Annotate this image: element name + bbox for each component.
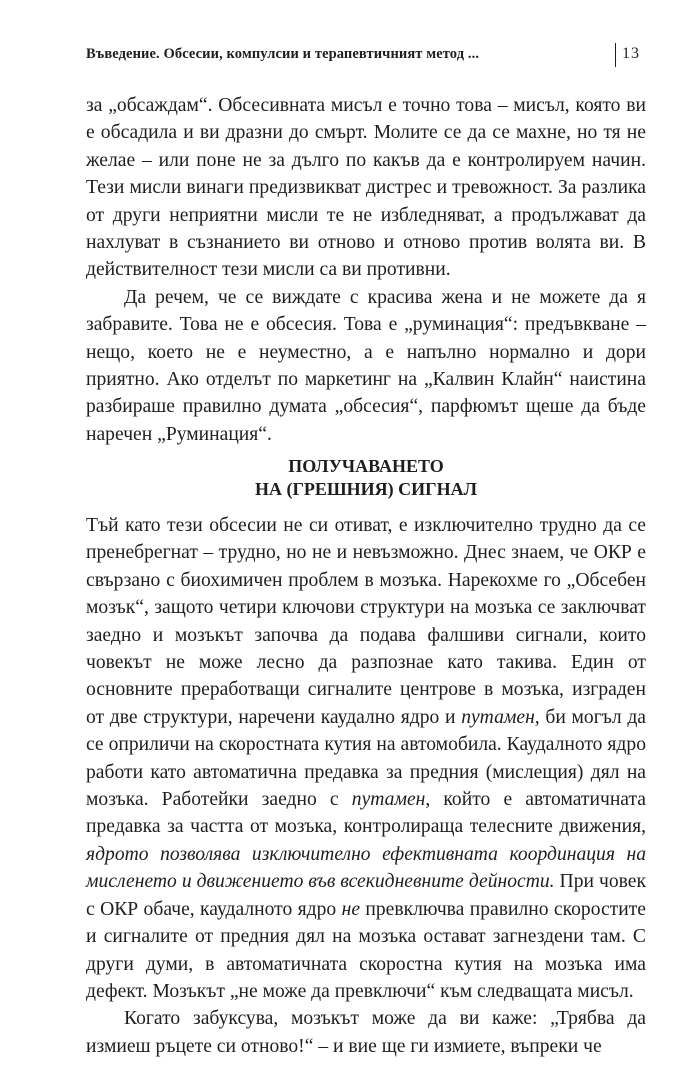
text-run: При човек с ОКР обаче, каудалното ядро	[86, 871, 646, 920]
section-heading-line-1: ПОЛУЧАВАНЕТО	[288, 456, 444, 476]
paragraph: за „обсаждам“. Обсесивната мисъл е точно това – мисъл, която ви е обсадила и ви дразни до смърт. Молите се да се махне, но тя не желае – или поне не за дълго по какъв да е контролируем начин. Тези мисли винаги предизвикват дистрес и тревожност. За разлика от други неприятни мисли те не избледняват, а продължават да нахлуват в съзнанието ви отново и отново против волята ви. В действителност тези мисли са ви противни.	[86, 95, 646, 281]
header-divider	[615, 43, 616, 67]
running-title: Въведение. Обсесии, компулсии и терапевтичният метод ...	[86, 46, 480, 62]
running-header	[86, 46, 646, 76]
section-heading	[86, 455, 646, 501]
paragraph	[86, 512, 646, 1005]
italic-term: не	[341, 898, 361, 920]
paragraph: Когато забуксува, мозъкът може да ви каже: „Трябва да измиеш ръцете си отново!“ – и вие ще ги измиете, въпреки че	[86, 1008, 646, 1057]
page-number: 13	[622, 45, 640, 62]
text-run: би могъл да се оприличи на скоростната кутия на автомобила. Каудалното ядро работи като автоматична предавка за предния (мислещия) дял на мозъка. Работейки заедно с	[86, 706, 646, 811]
text-run: който е автоматичната предавка за частта от мозъка, контролираща телесните движения,	[86, 789, 646, 838]
italic-term: путамен,	[461, 706, 540, 728]
italic-term: путамен,	[351, 789, 431, 811]
section-heading-line-2: НА (ГРЕШНИЯ) СИГНАЛ	[254, 479, 478, 499]
text-run: превключва правилно скоростите и сигналите от предния дял на мозъка остават загнездени там. С други думи, в автоматичната скоростна кутия на мозъка има дефект. Мозъкът „не може да превключи“ към следващата мисъл.	[86, 898, 646, 1002]
section-2-text	[86, 512, 646, 1060]
paragraph: Да речем, че се виждате с красива жена и не можете да я забравите. Това не е обсесия. Това е „руминация“: предъвкване – нещо, което не е неуместно, а е напълно нормално и дори приятно. Ако отделът по маркетинг на „Калвин Клайн“ наистина разбираше правилно думата „обсесия“, парфюмът щеше да бъде наречен „Руминация“.	[86, 286, 646, 445]
section-1-text	[86, 92, 646, 448]
text-run: Тъй като тези обсесии не си отиват, е изключително трудно да се пренебрегнат – трудно, но не и невъзможно. Днес знаем, че ОКР е свързано с биохимичен проблем в мозъка. Нарекохме го „Обсебен мозък“, защото четири ключови структури на мозъка се заключват заедно и мозъкът започва да подава фалшиви сигнали, които човекът не може лесно да разпознае като такива. Един от основните преработващи сигналите центрове в мозъка, изграден от две структури, наречени каудално ядро и	[86, 515, 646, 728]
italic-phrase: ядрото позволява изключително ефективната координация на мисленето и движението във всекидневните дейности.	[86, 843, 646, 893]
